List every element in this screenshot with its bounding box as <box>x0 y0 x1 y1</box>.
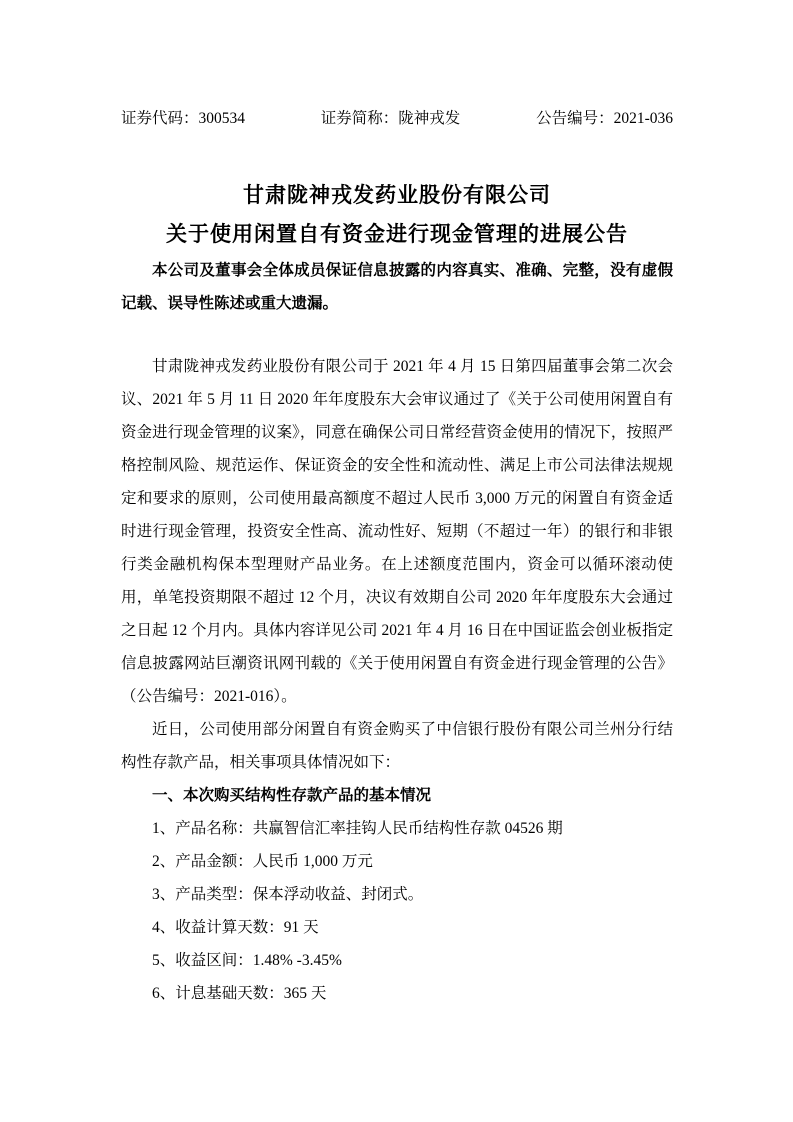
board-disclaimer: 本公司及董事会全体成员保证信息披露的内容真实、准确、完整，没有虚假记载、误导性陈述或重大遗漏。 <box>121 262 673 312</box>
list-item-income-range: 5、收益区间：1.48% -3.45% <box>152 952 342 969</box>
stock-code: 证券代码：300534 <box>121 110 246 127</box>
list-item-product-amount: 2、产品金额：人民币 1,000 万元 <box>152 853 373 870</box>
announcement-title-line: 关于使用闲置自有资金进行现金管理的进展公告 <box>166 222 628 246</box>
list-item-interest-basis-days: 6、计息基础天数：365 天 <box>152 985 327 1002</box>
announcement-number: 公告编号：2021-036 <box>536 110 673 127</box>
document-title <box>121 176 673 254</box>
paragraph-resolution-background: 甘肃陇神戎发药业股份有限公司于 2021 年 4 月 15 日第四届董事会第二次会议、2021 年 5 月 11 日 2020 年年度股东大会审议通过了《关于公司使用闲置自有资金进行现金管理的议案》，同意在确保公司日常经营资金使用的情况下，按照严格控制风险、规范运作、保证资金的安全性和流动性、满足上市公司法律法规规定和要求的原则，公司使用最高额度不超过人民币 3,000 万元的闲置自有资金适时进行现金管理，投资安全性高、流动性好、短期（不超过一年）的银行和非银行类金融机构保本型理财产品业务。在上述额度范围内，资金可以循环滚动使用，单笔投资期限不超过 12 个月，决议有效期自公司 2020 年年度股东大会通过之日起 12 个月内。具体内容详见公司 2021 年 4 月 16 日在中国证监会创业板指定信息披露网站巨潮资讯网刊载的《关于使用闲置自有资金进行现金管理的公告》（公告编号：2021-016）。 <box>121 358 673 705</box>
document-body <box>121 254 673 1010</box>
list-item-product-type: 3、产品类型：保本浮动收益、封闭式。 <box>152 886 424 903</box>
paragraph-purchase-intro: 近日，公司使用部分闲置自有资金购买了中信银行股份有限公司兰州分行结构性存款产品，相关事项具体情况如下： <box>121 721 673 771</box>
section-heading-basic-info: 一、本次购买结构性存款产品的基本情况 <box>152 787 432 804</box>
list-item-product-name: 1、产品名称：共赢智信汇率挂钩人民币结构性存款 04526 期 <box>152 820 563 837</box>
list-item-income-days: 4、收益计算天数：91 天 <box>152 919 319 936</box>
company-name-title-line: 甘肃陇神戎发药业股份有限公司 <box>243 183 551 207</box>
document-header-row <box>121 108 673 130</box>
stock-short-name: 证券简称：陇神戎发 <box>320 110 461 127</box>
